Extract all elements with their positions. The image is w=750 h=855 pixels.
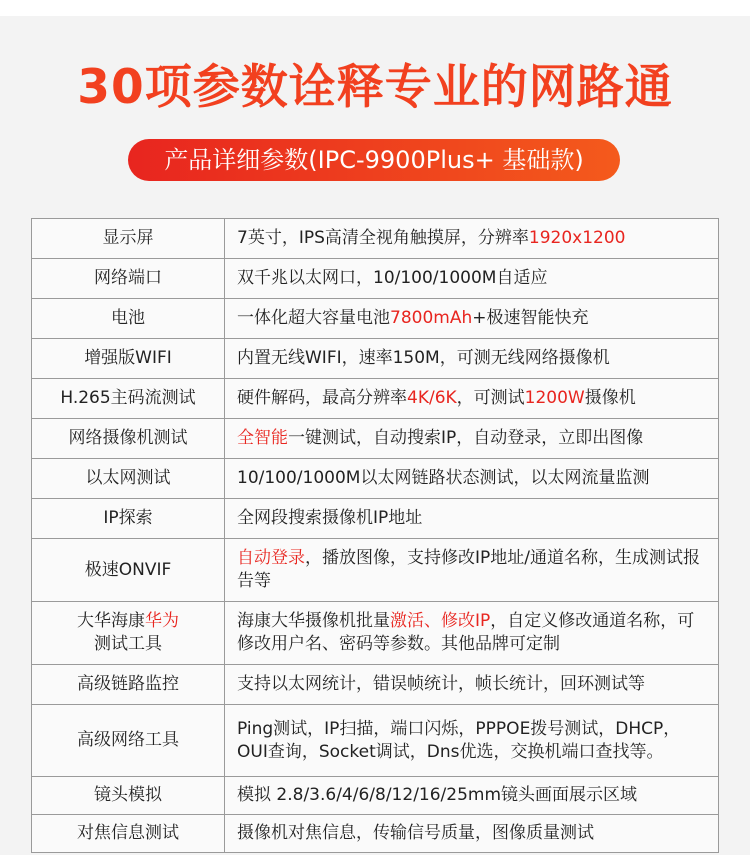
spec-value-text: 全网段搜索摄像机IP地址 <box>237 508 423 528</box>
spec-label-line: 高级链路监控 <box>77 674 179 694</box>
spec-value-text: 支持以太网统计，错误帧统计，帧长统计，回环测试等 <box>237 674 645 694</box>
spec-row <box>32 705 719 777</box>
spec-label-text: 大华海康 <box>77 611 145 631</box>
spec-label <box>32 499 225 539</box>
spec-row <box>32 665 719 705</box>
spec-row <box>32 299 719 339</box>
spec-label-line: IP探索 <box>103 508 153 528</box>
spec-value <box>225 419 719 459</box>
spec-label <box>32 339 225 379</box>
spec-value-text: 双千兆以太网口，10/100/1000M自适应 <box>237 268 548 288</box>
spec-value <box>225 219 719 259</box>
spec-value <box>225 499 719 539</box>
spec-row <box>32 815 719 853</box>
spec-value-highlight: 4K/6K <box>407 388 457 408</box>
spec-row <box>32 539 719 602</box>
spec-value-text: 海康大华摄像机批量 <box>237 611 390 631</box>
spec-label-line <box>36 633 220 656</box>
spec-value-text: 7英寸，IPS高清全视角触摸屏，分辨率 <box>237 228 529 248</box>
spec-value <box>225 539 719 602</box>
spec-row <box>32 777 719 815</box>
spec-label <box>32 379 225 419</box>
spec-label <box>32 602 225 665</box>
spec-label <box>32 705 225 777</box>
spec-label <box>32 665 225 705</box>
product-params-banner: 产品详细参数(IPC-9900Plus+ 基础款) <box>128 139 620 181</box>
spec-row <box>32 419 719 459</box>
spec-value-highlight: 自动登录 <box>237 548 305 568</box>
spec-value <box>225 299 719 339</box>
spec-value-highlight: 激活、修改IP <box>390 611 491 631</box>
spec-label-line: 高级网络工具 <box>77 730 179 750</box>
spec-row <box>32 499 719 539</box>
spec-value <box>225 815 719 853</box>
spec-label <box>32 459 225 499</box>
spec-label <box>32 777 225 815</box>
spec-value <box>225 459 719 499</box>
spec-value <box>225 339 719 379</box>
spec-value <box>225 379 719 419</box>
spec-value <box>225 705 719 777</box>
spec-label-line: 以太网测试 <box>85 468 171 488</box>
spec-value-highlight: 7800mAh <box>390 308 473 328</box>
spec-label-text: 测试工具 <box>94 634 162 654</box>
spec-value-text: 硬件解码，最高分辨率 <box>237 388 407 408</box>
spec-label <box>32 815 225 853</box>
spec-label-line <box>36 610 220 633</box>
spec-value <box>225 665 719 705</box>
spec-row <box>32 339 719 379</box>
spec-label-line: H.265主码流测试 <box>60 388 196 408</box>
spec-label <box>32 299 225 339</box>
spec-value-highlight: 1920x1200 <box>528 228 626 248</box>
spec-label-line: 网络摄像机测试 <box>68 428 188 448</box>
spec-value-text: 一键测试，自动搜索IP，自动登录，立即出图像 <box>288 428 644 448</box>
spec-value-text: Ping测试，IP扫描，端口闪烁，PPPOE拨号测试，DHCP，OUI查询，Socket调试，Dns优选，交换机端口查找等。 <box>237 718 681 762</box>
spec-value <box>225 777 719 815</box>
spec-value <box>225 259 719 299</box>
spec-value-text: ，播放图像，支持修改IP地址/通道名称，生成测试报告等 <box>237 548 700 591</box>
spec-label <box>32 539 225 602</box>
spec-value-text: 内置无线WIFI，速率150M，可测无线网络摄像机 <box>237 348 610 368</box>
page-title: 30项参数诠释专业的网路通 <box>77 60 673 115</box>
spec-value-text: ，自定义修改通道名称，可修改用户名、密码等参数。其他品牌可定制 <box>237 611 695 654</box>
spec-row <box>32 379 719 419</box>
spec-row <box>32 459 719 499</box>
page-top-band <box>0 0 750 16</box>
spec-label <box>32 219 225 259</box>
spec-value-highlight: 1200W <box>524 388 585 408</box>
spec-value <box>225 602 719 665</box>
spec-value-highlight: 全智能 <box>237 428 288 448</box>
spec-value-text: 摄像机对焦信息，传输信号质量，图像质量测试 <box>237 823 594 843</box>
spec-label-line: 增强版WIFI <box>84 348 172 368</box>
spec-row <box>32 219 719 259</box>
spec-label <box>32 259 225 299</box>
spec-row <box>32 602 719 665</box>
spec-label-line: 网络端口 <box>94 268 162 288</box>
spec-value-text: ，可测试 <box>456 388 525 408</box>
spec-value-text: 摄像机 <box>584 388 636 408</box>
spec-label-line: 显示屏 <box>102 228 154 248</box>
spec-value-text: 模拟 2.8/3.6/4/6/8/12/16/25mm镜头画面展示区域 <box>237 785 638 805</box>
spec-table <box>31 218 719 853</box>
spec-value-text: +极速智能快充 <box>472 308 589 328</box>
spec-label-line: 镜头模拟 <box>94 785 162 805</box>
spec-row <box>32 259 719 299</box>
spec-label-highlight: 华为 <box>145 611 179 631</box>
spec-value-text: 一体化超大容量电池 <box>237 308 390 328</box>
spec-label <box>32 419 225 459</box>
spec-label-line: 极速ONVIF <box>84 559 172 580</box>
spec-label-line: 对焦信息测试 <box>77 823 179 843</box>
spec-label-line: 电池 <box>111 308 145 328</box>
spec-value-text: 10/100/1000M以太网链路状态测试，以太网流量监测 <box>237 468 650 488</box>
